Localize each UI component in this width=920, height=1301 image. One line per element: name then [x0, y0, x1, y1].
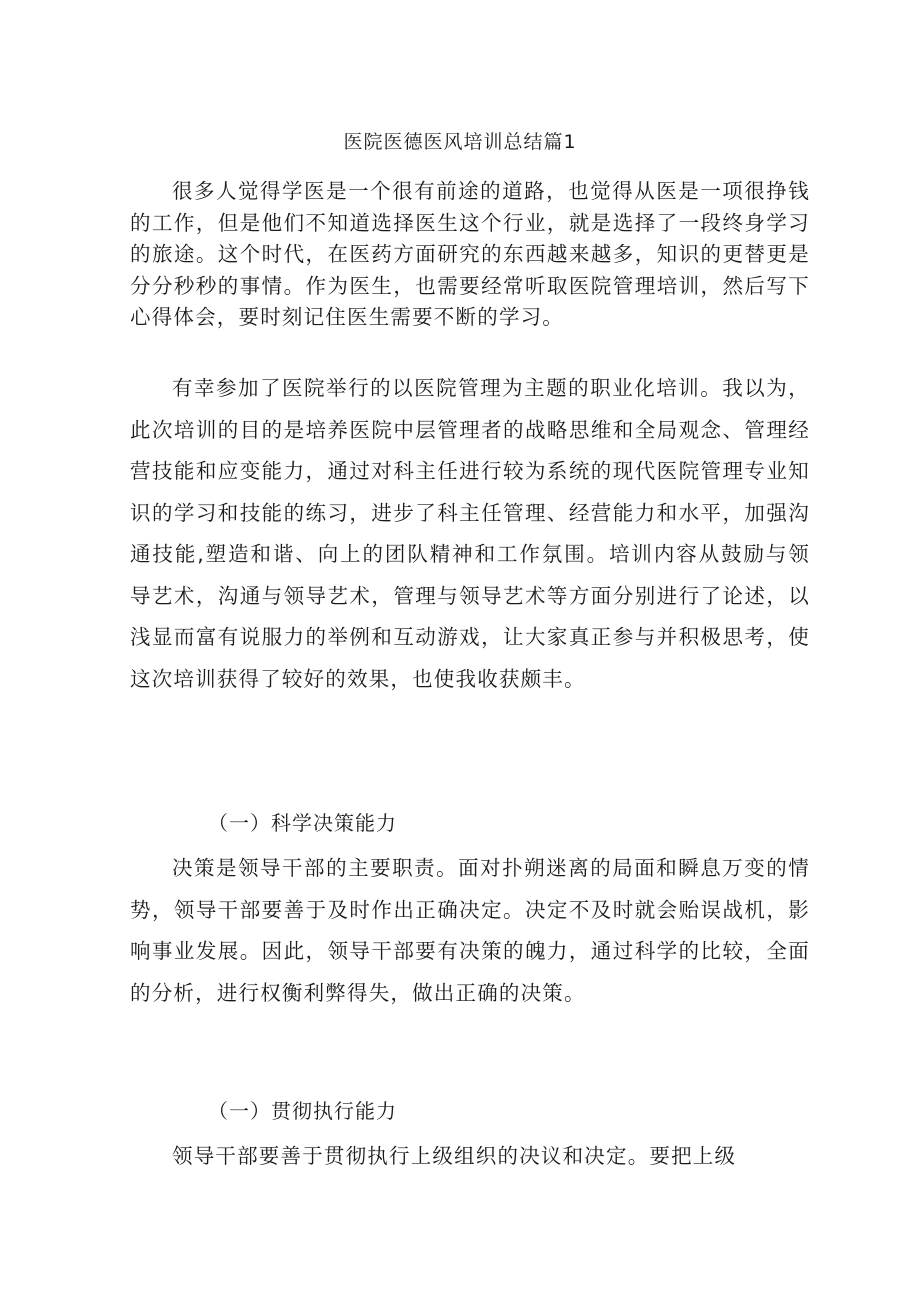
paragraph-decision: 决策是领导干部的主要职责。面对扑朔迷离的局面和瞬息万变的情势，领导干部要善于及时作出正确决定。决定不及时就会贻误战机，影响事业发展。因此，领导干部要有决策的魄力，通过科学的比较，全面的分析，进行权衡利弊得失，做出正确的决策。 [130, 856, 810, 1005]
section-heading-decision: （一）科学决策能力 [208, 811, 397, 835]
paragraph-intro: 很多人觉得学医是一个很有前途的道路，也觉得从医是一项很挣钱的工作，但是他们不知道选择医生这个行业，就是选择了一段终身学习的旅途。这个时代，在医药方面研究的东西越来越多，知识的更替更是分分秒秒的事情。作为医生，也需要经常听取医院管理培训，然后写下心得体会，要时刻记住医生需要不断的学习。 [130, 179, 810, 329]
section-heading-execution: （一）贯彻执行能力 [208, 1099, 397, 1123]
paragraph-execution: 领导干部要善于贯彻执行上级组织的决议和决定。要把上级 [172, 1144, 737, 1168]
document-title: 医院医德医风培训总结篇1 [343, 131, 577, 153]
paragraph-training: 有幸参加了医院举行的以医院管理为主题的职业化培训。我以为，此次培训的目的是培养医院中层管理者的战略思维和全局观念、管理经营技能和应变能力，通过对科主任进行较为系统的现代医院管理专业知识的学习和技能的练习，进步了科主任管理、经营能力和水平，加强沟通技能,塑造和谐、向上的团队精神和工作氛围。培训内容从鼓励与领导艺术，沟通与领导艺术，管理与领导艺术等方面分别进行了论述，以浅显而富有说服力的举例和互动游戏，让大家真正参与并积极思考，使这次培训获得了较好的效果，也使我收获颇丰。 [130, 376, 810, 691]
